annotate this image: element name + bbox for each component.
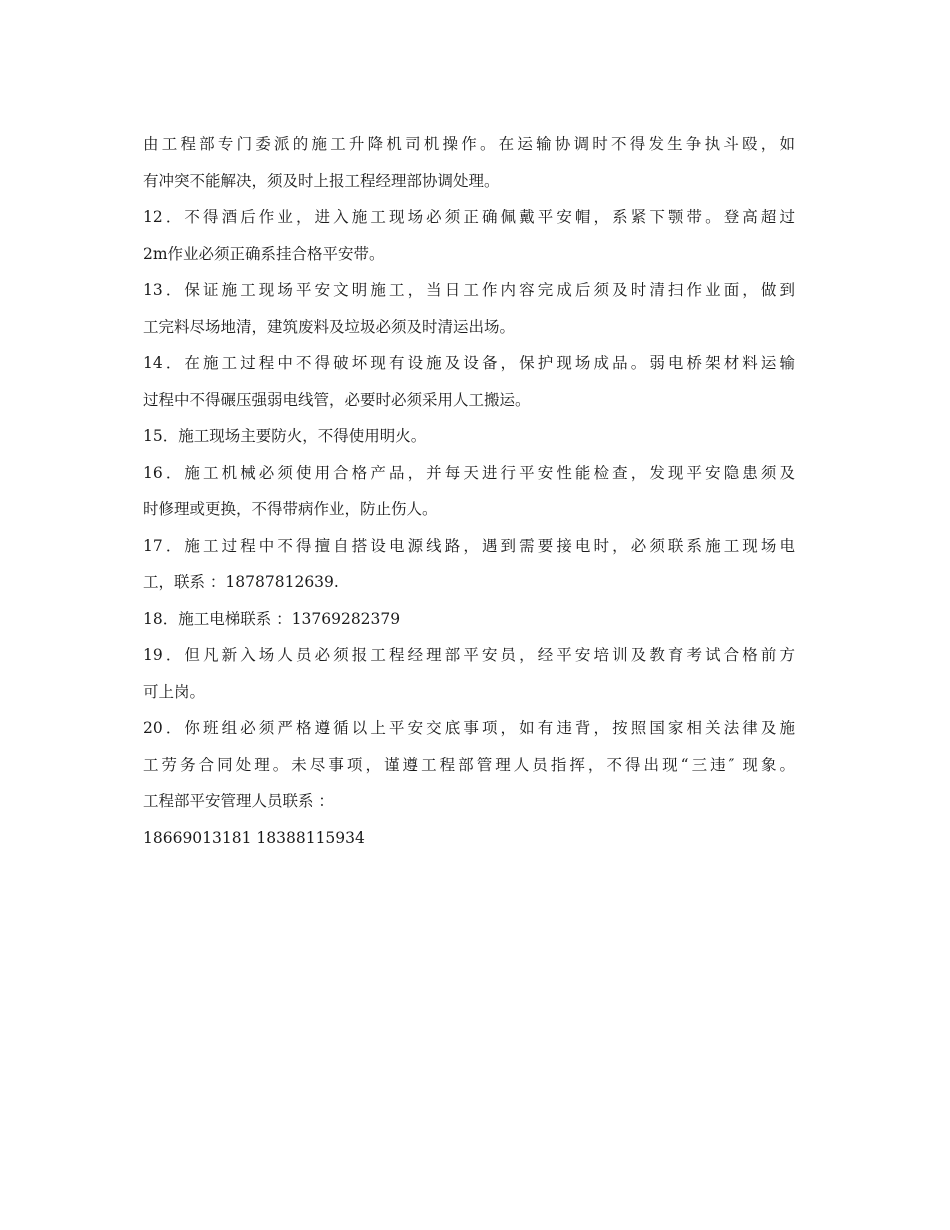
text-line: 19．但凡新入场人员必须报工程经理部平安员，经平安培训及教育考试合格前方	[143, 646, 795, 664]
text-line: 可上岗。	[143, 682, 206, 701]
text-line: 工完料尽场地清，建筑废料及垃圾必须及时清运出场。	[143, 317, 516, 336]
text-line: 18．施工电梯联系 ：13769282379	[143, 609, 401, 628]
text-line: 工，联系 ：18787812639.	[143, 573, 339, 591]
text-line: 16．施工机械必须使用合格产品，并每天进行平安性能检查，发现平安隐患须及	[143, 463, 795, 482]
text-line: 工程部平安管理人员联系 ：	[143, 792, 334, 810]
text-line: 由工程部专门委派的施工升降机司机操作。在运输协调时不得发生争执斗殴，如	[143, 135, 795, 153]
text-line: 20．你班组必须严格遵循以上平安交底事项，如有违背，按照国家相关法律及施	[143, 719, 795, 737]
text-line: 18669013181 18388115934	[143, 828, 365, 847]
text-line: 时修理或更换，不得带病作业，防止伤人。	[143, 500, 438, 518]
text-line: 15．施工现场主要防火，不得使用明火。	[143, 427, 427, 445]
text-line: 工劳务合同处理。未尽事项，谨遵工程部管理人员指挥，不得出现“三违″ 现象。	[143, 755, 795, 774]
text-line: 17．施工过程中不得擅自搭设电源线路，遇到需要接电时，必须联系施工现场电	[143, 536, 795, 555]
text-line: 过程中不得碾压强弱电线管，必要时必须采用人工搬运。	[143, 390, 531, 409]
document-body	[143, 126, 795, 856]
text-line: 13．保证施工现场平安文明施工，当日工作内容完成后须及时清扫作业面，做到	[143, 281, 795, 299]
text-line: 12．不得酒后作业，进入施工现场必须正确佩戴平安帽，系紧下颚带。登高超过	[143, 208, 795, 226]
text-line: 2m作业必须正确系挂合格平安带。	[143, 244, 385, 263]
text-line: 14．在施工过程中不得破坏现有设施及设备，保护现场成品。弱电桥架材料运输	[143, 354, 795, 372]
text-line: 有冲突不能解决，须及时上报工程经理部协调处理。	[143, 171, 500, 190]
